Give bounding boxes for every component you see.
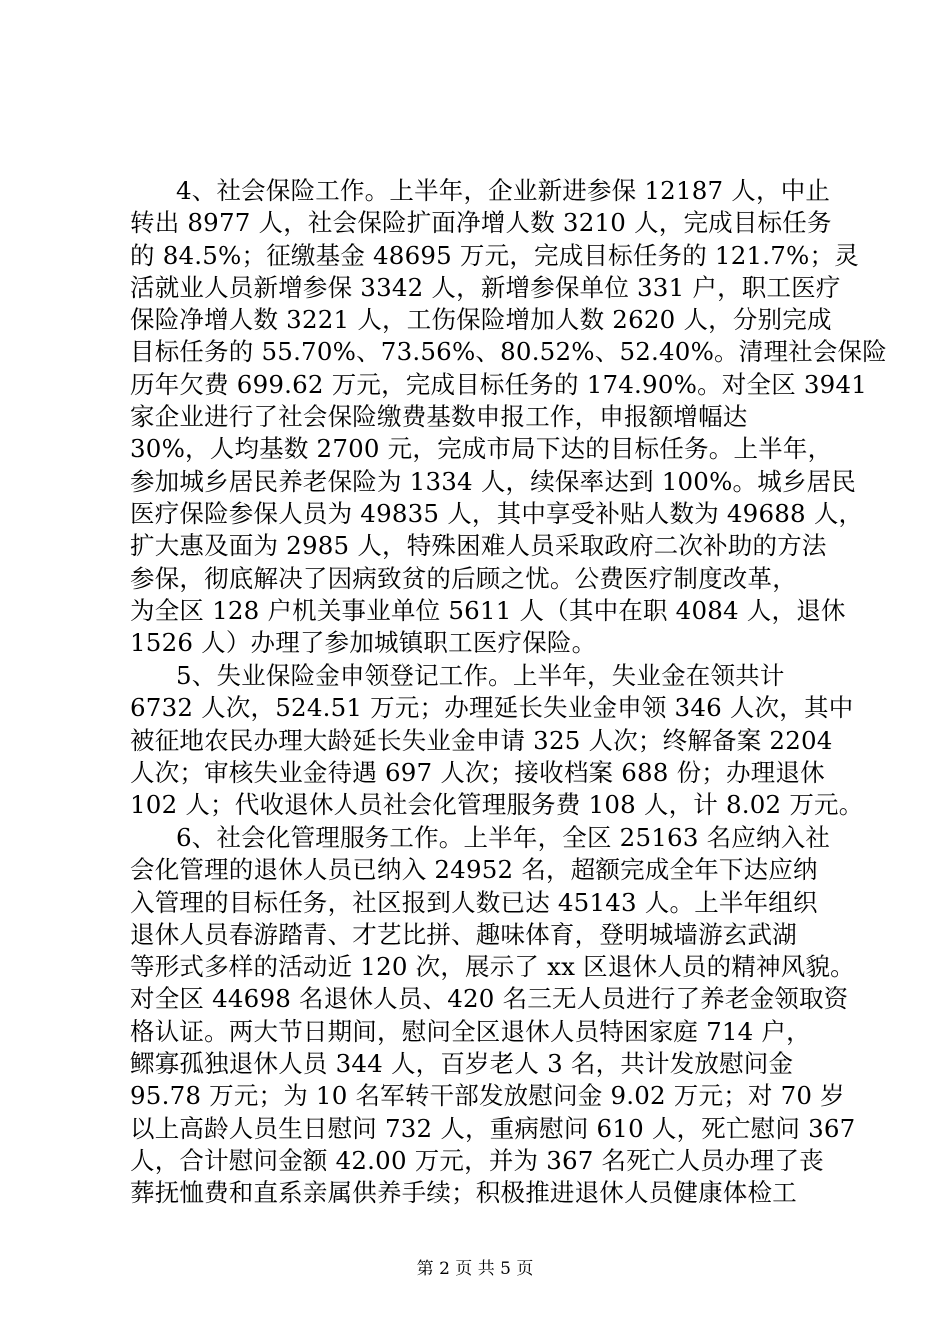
- text-line: 葬抚恤费和直系亲属供养手续；积极推进退休人员健康体检工: [130, 1178, 797, 1208]
- text-line: 参保，彻底解决了因病致贫的后顾之忧。公费医疗制度改革，: [130, 563, 797, 593]
- text-line: 入管理的目标任务，社区报到人数已达 45143 人。上半年组织: [130, 887, 818, 917]
- paragraph-social-management: [130, 822, 856, 1210]
- text-line: 5、失业保险金申领登记工作。上半年，失业金在领共计: [176, 661, 785, 690]
- text-line: 6732 人次，524.51 万元；办理延长失业金申领 346 人次，其中: [130, 693, 854, 723]
- text-line: 家企业进行了社会保险缴费基数申报工作，申报额增幅达: [130, 402, 748, 432]
- text-line: 95.78 万元；为 10 名军转干部发放慰问金 9.02 万元；对 70 岁: [130, 1081, 845, 1111]
- text-line: 被征地农民办理大龄延长失业金申请 325 人次；终解备案 2204: [130, 725, 833, 755]
- text-line: 人次；审核失业金待遇 697 人次；接收档案 688 份；办理退休: [130, 757, 825, 787]
- text-line: 活就业人员新增参保 3342 人，新增参保单位 331 户，职工医疗: [130, 272, 841, 302]
- text-line: 人，合计慰问金额 42.00 万元，并为 367 名死亡人员办理了丧: [130, 1145, 824, 1175]
- text-line: 102 人；代收退休人员社会化管理服务费 108 人，计 8.02 万元。: [130, 790, 864, 820]
- text-line: 历年欠费 699.62 万元，完成目标任务的 174.90%。对全区 3941: [130, 369, 868, 399]
- text-line: 4、社会保险工作。上半年，企业新进参保 12187 人，中止: [176, 176, 831, 205]
- text-line: 医疗保险参保人员为 49835 人，其中享受补贴人数为 49688 人，: [130, 498, 864, 528]
- page-number-footer: 第 2 页 共 5 页: [416, 1259, 534, 1279]
- text-line: 鳏寡孤独退休人员 344 人，百岁老人 3 名，共计发放慰问金: [130, 1049, 794, 1079]
- text-line: 为全区 128 户机关事业单位 5611 人（其中在职 4084 人，退休: [130, 595, 846, 625]
- text-line: 等形式多样的活动近 120 次，展示了 xx 区退休人员的精神风貌。: [130, 952, 855, 982]
- text-line: 格认证。两大节日期间，慰问全区退休人员特困家庭 714 户，: [130, 1016, 811, 1046]
- paragraph-unemployment-insurance: [130, 660, 864, 821]
- text-line: 30%，人均基数 2700 元，完成市局下达的目标任务。上半年，: [130, 434, 833, 464]
- text-line: 的 84.5%；征缴基金 48695 万元，完成目标任务的 121.7%；灵: [130, 240, 859, 270]
- text-line: 目标任务的 55.70%、73.56%、80.52%、52.40%。清理社会保险: [130, 337, 887, 367]
- paragraph-social-insurance: [130, 175, 887, 659]
- text-line: 以上高龄人员生日慰问 732 人，重病慰问 610 人，死亡慰问 367: [130, 1113, 856, 1143]
- text-line: 退休人员春游踏青、才艺比拼、趣味体育，登明城墙游玄武湖: [130, 919, 797, 949]
- text-line: 1526 人）办理了参加城镇职工医疗保险。: [130, 628, 597, 658]
- text-line: 参加城乡居民养老保险为 1334 人，续保率达到 100%。城乡居民: [130, 466, 857, 496]
- text-line: 扩大惠及面为 2985 人，特殊困难人员采取政府二次补助的方法: [130, 531, 827, 561]
- text-line: 对全区 44698 名退休人员、420 名三无人员进行了养老金领取资: [130, 984, 849, 1014]
- text-line: 保险净增人数 3221 人，工伤保险增加人数 2620 人，分别完成: [130, 305, 832, 335]
- text-line: 6、社会化管理服务工作。上半年，全区 25163 名应纳入社: [176, 823, 831, 852]
- text-line: 会化管理的退休人员已纳入 24952 名，超额完成全年下达应纳: [130, 855, 818, 885]
- text-line: 转出 8977 人，社会保险扩面净增人数 3210 人，完成目标任务: [130, 208, 832, 238]
